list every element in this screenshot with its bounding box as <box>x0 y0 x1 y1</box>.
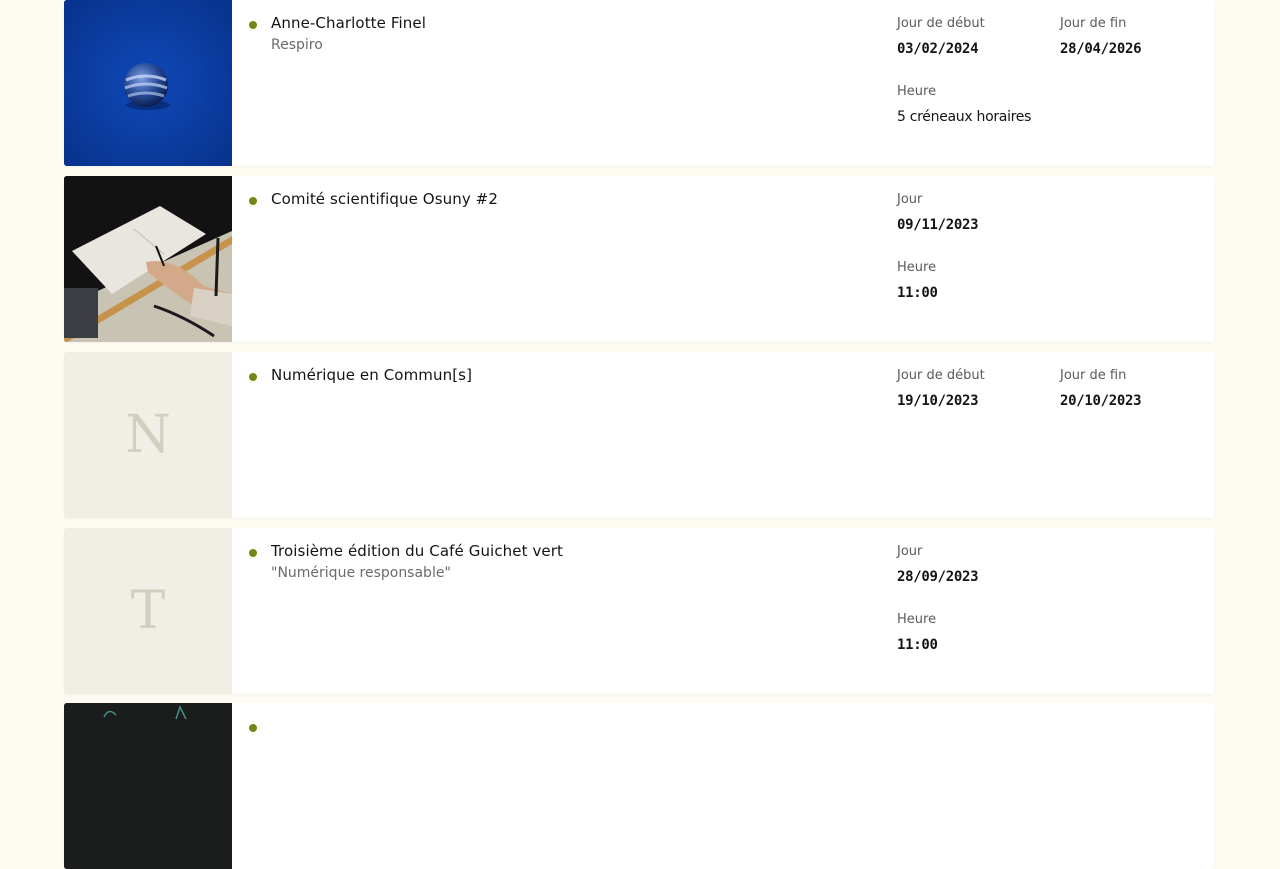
event-card[interactable] <box>64 176 1214 342</box>
day-value: 09/11/2023 <box>897 217 979 233</box>
day-label: Jour <box>897 192 923 207</box>
start-day-value: 03/02/2024 <box>897 41 979 57</box>
time-label: Heure <box>897 260 937 275</box>
status-dot <box>249 549 257 557</box>
end-day-label: Jour de fin <box>1060 368 1127 383</box>
event-body <box>232 352 1214 518</box>
status-dot <box>249 197 257 205</box>
event-body <box>232 703 1214 869</box>
status-dot <box>249 724 257 732</box>
time-label: Heure <box>897 612 937 627</box>
event-card[interactable] <box>64 528 1214 694</box>
placeholder-letter: N <box>125 405 171 465</box>
event-image-placeholder[interactable] <box>64 528 232 694</box>
placeholder-letter: T <box>130 581 166 641</box>
event-image[interactable] <box>64 176 232 342</box>
event-body <box>232 176 1214 342</box>
event-title[interactable]: Comité scientifique Osuny #2 <box>271 190 498 208</box>
event-card[interactable] <box>64 352 1214 518</box>
event-title[interactable]: Anne-Charlotte Finel <box>271 14 426 32</box>
event-card[interactable] <box>64 703 1214 869</box>
end-day-value: 28/04/2026 <box>1060 41 1142 57</box>
start-day-value: 19/10/2023 <box>897 393 979 409</box>
start-day-label: Jour de début <box>897 368 985 383</box>
end-day-value: 20/10/2023 <box>1060 393 1142 409</box>
start-day-label: Jour de début <box>897 16 985 31</box>
event-image[interactable] <box>64 703 232 869</box>
event-title[interactable]: Troisième édition du Café Guichet vert <box>271 542 564 560</box>
event-subtitle: Respiro <box>271 37 323 53</box>
dark-photo <box>64 703 232 869</box>
notebook-writing-photo <box>64 176 232 342</box>
status-dot <box>249 21 257 29</box>
day-value: 28/09/2023 <box>897 569 979 585</box>
day-label: Jour <box>897 544 923 559</box>
event-card[interactable] <box>64 0 1214 166</box>
event-subtitle: "Numérique responsable" <box>271 565 451 581</box>
time-value: 11:00 <box>897 637 938 653</box>
time-value: 11:00 <box>897 285 938 301</box>
event-body <box>232 0 1214 166</box>
event-title[interactable]: Numérique en Commun[s] <box>271 366 473 384</box>
status-dot <box>249 373 257 381</box>
blue-sphere-photo <box>64 0 232 166</box>
time-value: 5 créneaux horaires <box>897 109 1032 125</box>
event-image[interactable] <box>64 0 232 166</box>
time-label: Heure <box>897 84 937 99</box>
end-day-label: Jour de fin <box>1060 16 1127 31</box>
event-image-placeholder[interactable] <box>64 352 232 518</box>
event-body <box>232 528 1214 694</box>
